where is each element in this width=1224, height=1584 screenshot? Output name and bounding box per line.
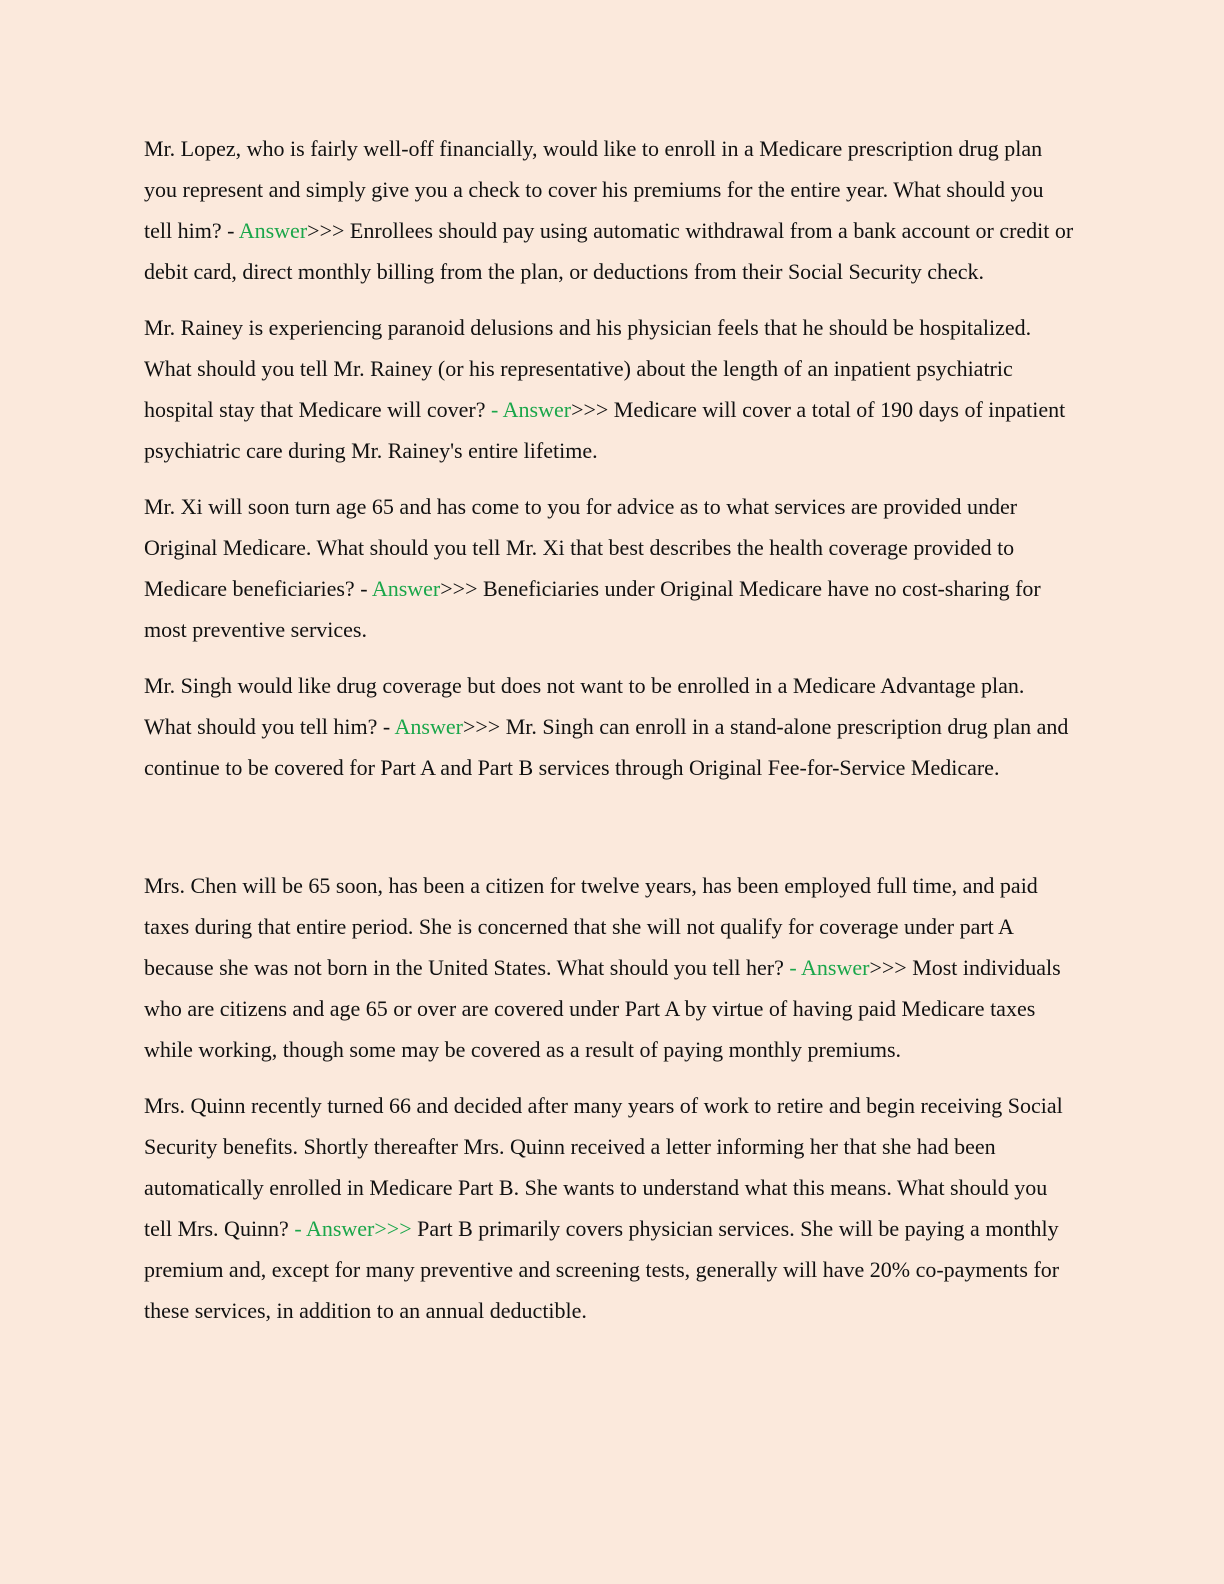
question-text: Mr. Lopez, who is fairly well-off financially, would like to enroll in a Medicare prescription drug plan you represent and simply give you a check to cover his premiums for the entire year. What should you tell him? [144,136,1044,243]
answer-text: Part B primarily covers physician services. She will be paying a monthly premium and, except for many preventive and screening tests, generally will have 20% co-payments for these services, in addition to an annual deductible. [144,1216,1060,1323]
separator: - [221,218,239,243]
qa-item-singh [144,665,1074,788]
answer-text: Medicare will cover a total of 190 days of inpatient psychiatric care during Mr. Rainey's entire lifetime. [144,397,1066,463]
answer-label: Answer [371,576,441,601]
question-text: Mrs. Quinn recently turned 66 and decided after many years of work to retire and begin receiving Social Security benefits. Shortly thereafter Mrs. Quinn received a letter informing her that she had been automatically enrolled in Medicare Part B. She wants to understand what this means. What should you tell Mrs. Quinn? [144,1093,1063,1241]
qa-item-rainey [144,307,1074,471]
separator: - [354,576,372,601]
answer-label: Answer [801,955,870,980]
question-text: Mrs. Chen will be 65 soon, has been a citizen for twelve years, has been employed full time, and paid taxes during that entire period. She is concerned that she will not qualify for coverage under part A because she was not born in the United States. What should you tell her? [144,873,1038,980]
qa-item-lopez [144,128,1074,292]
answer-arrows: >>> [571,397,609,422]
answer-arrows: >>> [869,955,907,980]
answer-label: Answer [238,218,308,243]
answer-label: Answer [394,714,463,739]
document-page [144,128,1074,1346]
answer-text: Most individuals who are citizens and age 65 or over are covered under Part A by virtue of having paid Medicare taxes while working, though some may be covered as a result of paying monthly premiums. [144,955,1061,1062]
answer-label: Answer [502,397,572,422]
answer-arrows: >>> [440,576,478,601]
answer-text: Mr. Singh can enroll in a stand-alone prescription drug plan and continue to be covered for Part A and Part B services through Original Fee-for-Service Medicare. [144,714,1069,780]
answer-text: Enrollees should pay using automatic withdrawal from a bank account or credit or debit card, direct monthly billing from the plan, or deductions from their Social Security check. [144,218,1074,284]
qa-item-quinn [144,1085,1074,1331]
question-text: Mr. Singh would like drug coverage but does not want to be enrolled in a Medicare Advantage plan. What should you tell him? [144,673,1025,739]
answer-label: Answer [305,1216,375,1241]
question-text: Mr. Rainey is experiencing paranoid delusions and his physician feels that he should be hospitalized. What should you tell Mr. Rainey (or his representative) about the length of an inpatient psychiatric hospital stay that Medicare will cover? [144,315,1032,422]
separator: - [288,1216,306,1241]
separator: - [783,955,802,980]
qa-item-chen [144,865,1074,1070]
answer-arrows: >>> [307,218,345,243]
separator: - [377,714,395,739]
qa-item-xi [144,486,1074,650]
question-text: Mr. Xi will soon turn age 65 and has come to you for advice as to what services are provided under Original Medicare. What should you tell Mr. Xi that best describes the health coverage provided to Medicare beneficiaries? [144,494,1018,601]
answer-text: Beneficiaries under Original Medicare have no cost-sharing for most preventive services. [144,576,1041,642]
answer-arrows: >>> [462,714,501,739]
separator: - [485,397,503,422]
answer-arrows: >>> [374,1216,412,1241]
